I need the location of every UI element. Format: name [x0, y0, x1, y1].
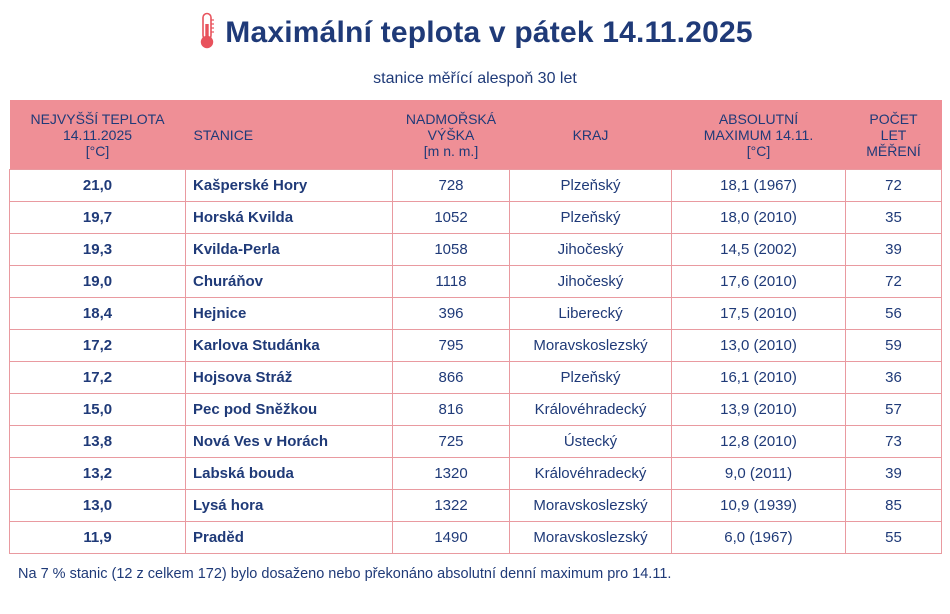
table-row — [10, 394, 942, 426]
cell-station: Churáňov — [186, 266, 393, 298]
cell-abs-max: 14,5 (2002) — [672, 234, 846, 266]
cell-station: Labská bouda — [186, 458, 393, 490]
table-row — [10, 266, 942, 298]
cell-temp: 17,2 — [10, 330, 186, 362]
header-max-temp: NEJVYŠŠÍ TEPLOTA 14.11.2025 [°C] — [10, 100, 186, 170]
cell-altitude: 866 — [393, 362, 510, 394]
cell-temp: 13,8 — [10, 426, 186, 458]
cell-temp: 17,2 — [10, 362, 186, 394]
cell-years: 73 — [846, 426, 942, 458]
table-row — [10, 330, 942, 362]
cell-station: Lysá hora — [186, 490, 393, 522]
cell-altitude: 1320 — [393, 458, 510, 490]
cell-region: Moravskoslezský — [510, 522, 672, 554]
cell-abs-max: 9,0 (2011) — [672, 458, 846, 490]
header-altitude: NADMOŘSKÁ VÝŠKA [m n. m.] — [393, 100, 510, 170]
cell-abs-max: 13,9 (2010) — [672, 394, 846, 426]
cell-region: Plzeňský — [510, 202, 672, 234]
cell-altitude: 1058 — [393, 234, 510, 266]
cell-altitude: 1052 — [393, 202, 510, 234]
cell-years: 59 — [846, 330, 942, 362]
cell-temp: 18,4 — [10, 298, 186, 330]
table-row — [10, 490, 942, 522]
page-title: Maximální teplota v pátek 14.11.2025 — [225, 16, 753, 49]
cell-station: Kašperské Hory — [186, 170, 393, 202]
cell-region: Královéhradecký — [510, 458, 672, 490]
cell-temp: 13,2 — [10, 458, 186, 490]
cell-years: 39 — [846, 458, 942, 490]
cell-region: Ústecký — [510, 426, 672, 458]
cell-region: Plzeňský — [510, 362, 672, 394]
cell-abs-max: 17,5 (2010) — [672, 298, 846, 330]
cell-years: 85 — [846, 490, 942, 522]
cell-temp: 19,7 — [10, 202, 186, 234]
table-row — [10, 234, 942, 266]
cell-altitude: 728 — [393, 170, 510, 202]
cell-abs-max: 13,0 (2010) — [672, 330, 846, 362]
cell-region: Moravskoslezský — [510, 490, 672, 522]
cell-abs-max: 12,8 (2010) — [672, 426, 846, 458]
cell-altitude: 1118 — [393, 266, 510, 298]
cell-region: Moravskoslezský — [510, 330, 672, 362]
cell-region: Jihočeský — [510, 234, 672, 266]
header-years: POČET LET MĚŘENÍ — [846, 100, 942, 170]
thermometer-icon — [197, 12, 217, 50]
cell-region: Jihočeský — [510, 266, 672, 298]
cell-years: 56 — [846, 298, 942, 330]
footnote: Na 7 % stanic (12 z celkem 172) bylo dosaženo nebo překonáno absolutní denní maximum pro 14.11. — [18, 566, 672, 582]
cell-temp: 21,0 — [10, 170, 186, 202]
cell-years: 39 — [846, 234, 942, 266]
cell-altitude: 396 — [393, 298, 510, 330]
cell-abs-max: 6,0 (1967) — [672, 522, 846, 554]
cell-temp: 19,0 — [10, 266, 186, 298]
cell-altitude: 1490 — [393, 522, 510, 554]
cell-station: Nová Ves v Horách — [186, 426, 393, 458]
header-station: STANICE — [186, 100, 393, 170]
cell-altitude: 1322 — [393, 490, 510, 522]
cell-temp: 11,9 — [10, 522, 186, 554]
title-row — [0, 16, 950, 50]
cell-station: Praděd — [186, 522, 393, 554]
cell-abs-max: 18,0 (2010) — [672, 202, 846, 234]
cell-station: Hejnice — [186, 298, 393, 330]
cell-station: Kvilda-Perla — [186, 234, 393, 266]
cell-station: Horská Kvilda — [186, 202, 393, 234]
table-row — [10, 458, 942, 490]
cell-abs-max: 16,1 (2010) — [672, 362, 846, 394]
cell-years: 57 — [846, 394, 942, 426]
cell-station: Pec pod Sněžkou — [186, 394, 393, 426]
cell-temp: 15,0 — [10, 394, 186, 426]
header-absolute-max: ABSOLUTNÍ MAXIMUM 14.11. [°C] — [672, 100, 846, 170]
cell-years: 35 — [846, 202, 942, 234]
cell-station: Hojsova Stráž — [186, 362, 393, 394]
table-row — [10, 298, 942, 330]
cell-region: Královéhradecký — [510, 394, 672, 426]
cell-abs-max: 18,1 (1967) — [672, 170, 846, 202]
cell-altitude: 725 — [393, 426, 510, 458]
header-region: KRAJ — [510, 100, 672, 170]
table-row — [10, 202, 942, 234]
cell-region: Plzeňský — [510, 170, 672, 202]
cell-temp: 19,3 — [10, 234, 186, 266]
table-row — [10, 362, 942, 394]
cell-years: 72 — [846, 266, 942, 298]
table-header-row — [10, 100, 942, 170]
table-row — [10, 426, 942, 458]
cell-abs-max: 10,9 (1939) — [672, 490, 846, 522]
page-subtitle: stanice měřící alespoň 30 let — [373, 70, 577, 87]
cell-altitude: 795 — [393, 330, 510, 362]
cell-years: 55 — [846, 522, 942, 554]
cell-abs-max: 17,6 (2010) — [672, 266, 846, 298]
cell-years: 72 — [846, 170, 942, 202]
cell-station: Karlova Studánka — [186, 330, 393, 362]
cell-altitude: 816 — [393, 394, 510, 426]
temperature-table — [9, 100, 942, 554]
cell-years: 36 — [846, 362, 942, 394]
table-row — [10, 522, 942, 554]
cell-temp: 13,0 — [10, 490, 186, 522]
table-row — [10, 170, 942, 202]
cell-region: Liberecký — [510, 298, 672, 330]
